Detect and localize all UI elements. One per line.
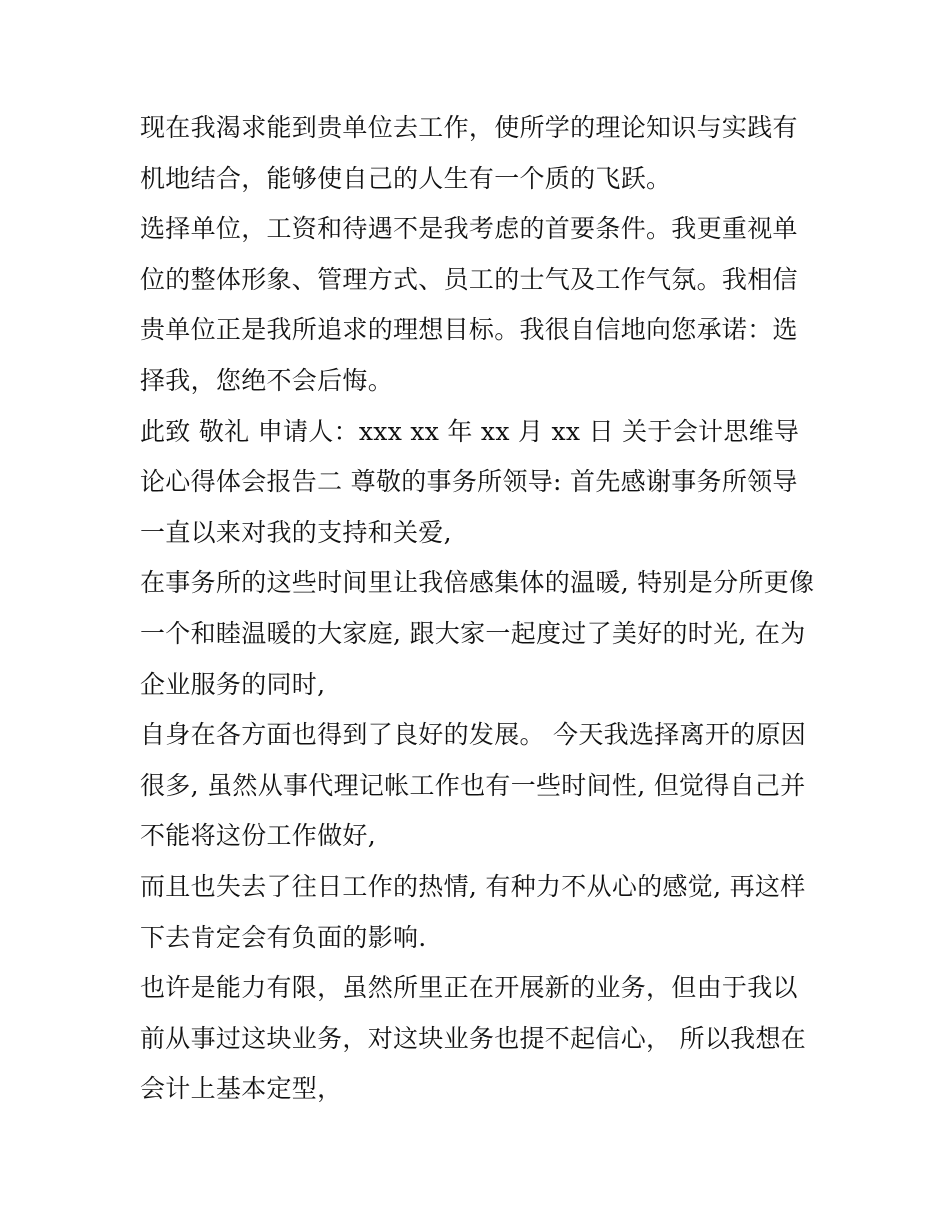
paragraph-5: 自身在各方面也得到了良好的发展。 今天我选择离开的原因很多, 虽然从事代理记帐工作也有一些时间性, 但觉得自己并不能将这份工作做好, bbox=[140, 720, 807, 851]
paragraph-3: 此致 敬礼 申请人：xxx xx 年 xx 月 xx 日 关于会计思维导论心得体会报告二 尊敬的事务所领导: 首先感谢事务所领导一直以来对我的支持和关爱, bbox=[140, 416, 800, 547]
paragraph-4: 在事务所的这些时间里让我倍感集体的温暖, 特别是分所更像一个和睦温暖的大家庭, 跟大家一起度过了美好的时光, 在为企业服务的同时, bbox=[140, 568, 815, 699]
paragraph-7: 也许是能力有限，虽然所里正在开展新的业务，但由于我以前从事过这块业务，对这块业务也提不起信心， 所以我想在会计上基本定型， bbox=[140, 973, 807, 1104]
document-body bbox=[140, 103, 820, 1115]
paragraph-1: 现在我渴求能到贵单位去工作，使所学的理论知识与实践有机地结合，能够使自己的人生有一个质的飞跃。 bbox=[140, 113, 798, 193]
paragraph-6: 而且也失去了往日工作的热情, 有种力不从心的感觉, 再这样下去肯定会有负面的影响. bbox=[140, 871, 806, 952]
paragraph-2: 选择单位，工资和待遇不是我考虑的首要条件。我更重视单位的整体形象、管理方式、员工的士气及工作气氛。我相信贵单位正是我所追求的理想目标。我很自信地向您承诺：选择我，您绝不会后悔。 bbox=[140, 214, 798, 395]
